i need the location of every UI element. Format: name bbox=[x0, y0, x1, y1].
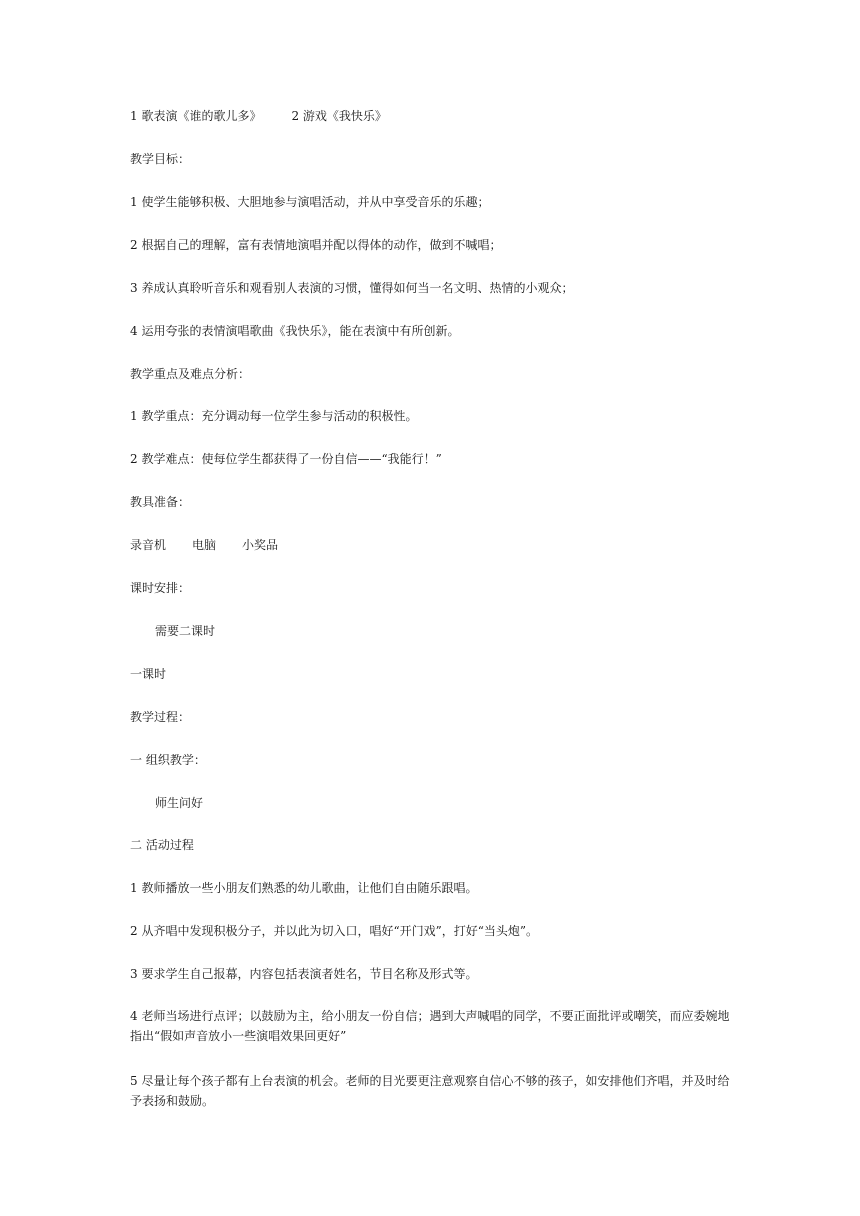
objective-2: 2 根据自己的理解，富有表情地演唱并配以得体的动作，做到不喊唱； bbox=[130, 238, 502, 252]
objectives-heading: 教学目标： bbox=[130, 152, 191, 166]
step-5: 5 尽量让每个孩子都有上台表演的机会。老师的目光要更注意观察自信心不够的孩子，如安排他们齐唱，并及时给予表扬和鼓励。 bbox=[130, 1074, 730, 1108]
lesson-topics bbox=[130, 106, 730, 126]
objective-1: 1 使学生能够积极、大胆地参与演唱活动，并从中享受音乐的乐趣； bbox=[130, 195, 490, 209]
objective-3: 3 养成认真聆听音乐和观看别人表演的习惯，懂得如何当一名文明、热情的小观众； bbox=[130, 281, 574, 295]
process-heading: 教学过程： bbox=[130, 710, 191, 724]
keypoint-2: 2 教学难点：使每位学生都获得了一份自信——“我能行！” bbox=[130, 452, 442, 466]
section1-heading: 一 组织教学： bbox=[130, 753, 206, 767]
keypoints-heading: 教学重点及难点分析： bbox=[130, 367, 251, 381]
tool-item: 小奖品 bbox=[242, 538, 279, 552]
schedule-text: 需要二课时 bbox=[155, 624, 216, 638]
section1-text: 师生问好 bbox=[155, 796, 204, 810]
tools-heading: 教具准备： bbox=[130, 495, 191, 509]
step-3: 3 要求学生自己报幕，内容包括表演者姓名，节目名称及形式等。 bbox=[130, 967, 478, 981]
tool-item: 电脑 bbox=[192, 538, 217, 552]
step-4: 4 老师当场进行点评；以鼓励为主，给小朋友一份自信；遇到大声喊唱的同学，不要正面批评或嘲笑，而应委婉地指出“假如声音放小一些演唱效果回更好” bbox=[130, 1009, 730, 1043]
step-2: 2 从齐唱中发现积极分子，并以此为切入口，唱好“开门戏”，打好“当头炮”。 bbox=[130, 924, 538, 938]
keypoint-1: 1 教学重点：充分调动每一位学生参与活动的积极性。 bbox=[130, 409, 418, 423]
tool-item: 录音机 bbox=[130, 538, 167, 552]
topic-2: 2 游戏《我快乐》 bbox=[291, 109, 387, 123]
tools-list bbox=[130, 535, 730, 555]
topic-1: 1 歌表演《谁的歌儿多》 bbox=[130, 109, 262, 123]
section2-heading: 二 活动过程 bbox=[130, 838, 194, 852]
lesson-label: 一课时 bbox=[130, 667, 167, 681]
schedule-heading: 课时安排： bbox=[130, 581, 191, 595]
step-1: 1 教师播放一些小朋友们熟悉的幼儿歌曲，让他们自由随乐跟唱。 bbox=[130, 881, 478, 895]
objective-4: 4 运用夸张的表情演唱歌曲《我快乐》，能在表演中有所创新。 bbox=[130, 324, 460, 338]
